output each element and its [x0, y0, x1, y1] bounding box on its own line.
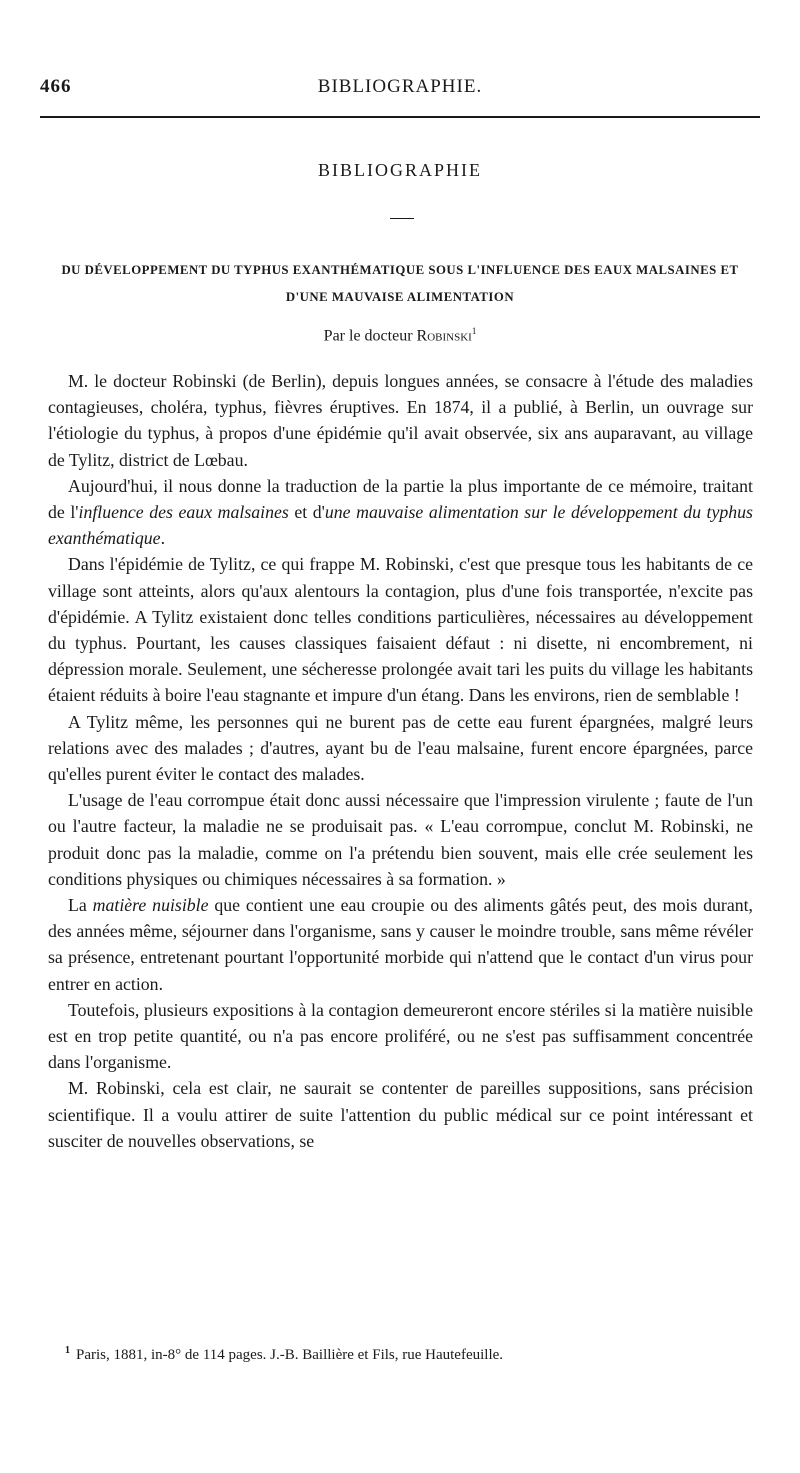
text-run: que contient une eau croupie ou des aliments gâtés peut, des mois durant, des années même, séjourner dans l'organisme, sans y causer le moindre trouble, sans même révéler sa présence, entretenant pourtant l'opportunité morbide qui n'attend que le contact d'un virus pour entrer en action. — [48, 895, 754, 994]
text-run: L'usage de l'eau corrompue était donc aussi nécessaire que l'impression virulente ; faute de l'un ou l'autre facteur, la maladie ne se produisait pas. « L'eau corrompue, conclut M. Robinski, ne produit donc pas la maladie, comme on l'a prétendu bien souvent, mais elle crée seulement les conditions physiques ou chimiques nécessaires à sa formation. » — [48, 790, 753, 889]
paragraph — [48, 473, 753, 552]
text-run: M. le docteur Robinski (de Berlin), depuis longues années, se consacre à l'étude des maladies contagieuses, choléra, typhus, fièvres éruptives. En 1874, il a publié, à Berlin, un ouvrage sur l'étiologie du typhus, à propos d'une épidémie qu'il avait observée, six ans auparavant, au village de Tylitz, district de Lœbau. — [48, 371, 753, 470]
footnote-reference: 1 — [471, 326, 477, 336]
paragraph — [48, 892, 753, 997]
paragraph — [48, 709, 753, 788]
footnote — [65, 1345, 760, 1364]
page-number: 466 — [40, 76, 72, 97]
running-head — [40, 70, 760, 106]
running-title: BIBLIOGRAPHIE. — [317, 76, 483, 97]
text-run: A Tylitz même, les personnes qui ne burent pas de cette eau furent épargnées, malgré leurs relations avec des malades ; d'autres, ayant bu de l'eau malsaine, furent encore épargnées, parce qu'elles purent éviter le contact des malades. — [48, 711, 753, 785]
text-run: . — [160, 528, 166, 549]
text-run: M. Robinski, cela est clair, ne saurait se contenter de pareilles suppositions, sans précision scientifique. Il a voulu attirer de suite l'attention du public médical sur ce point intéressant et susciter de nouvelles observations, se — [48, 1078, 753, 1151]
italic-phrase: matière nuisible — [92, 895, 209, 916]
paragraph — [48, 787, 753, 892]
paragraph — [48, 551, 753, 708]
italic-phrase: une mauvaise alimentation sur le développement du typhus exanthématique — [48, 502, 753, 549]
text-run: Aujourd'hui, il nous donne la traduction de la partie la plus importante de ce mémoire, traitant de l' — [48, 475, 753, 523]
footnote-mark: 1 — [65, 1345, 70, 1356]
section-title: BIBLIOGRAPHIE — [318, 160, 482, 180]
paragraph — [48, 368, 753, 473]
text-run: Dans l'épidémie de Tylitz, ce qui frappe M. Robinski, c'est que presque tous les habitants de ce village sont atteints, alors qu'aux alentours la contagion, plus d'une fois transportée, n'excite pas d'épidémie. A Tylitz existaient donc telles conditions particulières, nécessaires au développement du typhus. Pourtant, les causes classiques faisaient défaut : ni disette, ni encombrement, ni dépression morale. Seulement, une sécheresse prolongée avait tari les puits du village les habitants étaient réduits à boire l'eau stagnante et impure d'un étang. Dans les environs, rien de semblable ! — [48, 554, 753, 706]
article-title: DU DÉVELOPPEMENT DU TYPHUS EXANTHÉMATIQUE SOUS L'INFLUENCE DES EAUX MALSAINES ET D'UNE MAUVAISE ALIMENTATION — [61, 263, 739, 304]
italic-phrase: influence des eaux malsaines — [78, 502, 289, 523]
paragraph — [48, 1075, 753, 1154]
paragraph — [48, 997, 753, 1076]
body-text — [48, 368, 753, 1154]
title-separator — [390, 218, 414, 219]
text-run: Toutefois, plusieurs expositions à la contagion demeureront encore stériles si la matière nuisible est en trop petite quantité, ou n'a pas encore proliféré, ou ne s'est pas suffisamment concentrée dans l'organisme. — [48, 999, 753, 1073]
byline-prefix: Par le docteur — [323, 327, 413, 345]
author-name: Robinski — [416, 327, 472, 345]
text-run: La — [68, 895, 93, 916]
text-run: et d' — [288, 502, 325, 523]
header-rule — [40, 116, 760, 118]
byline — [0, 326, 800, 345]
footnote-text: Paris, 1881, in-8° de 114 pages. J.-B. Baillière et Fils, rue Hautefeuille. — [76, 1347, 504, 1363]
